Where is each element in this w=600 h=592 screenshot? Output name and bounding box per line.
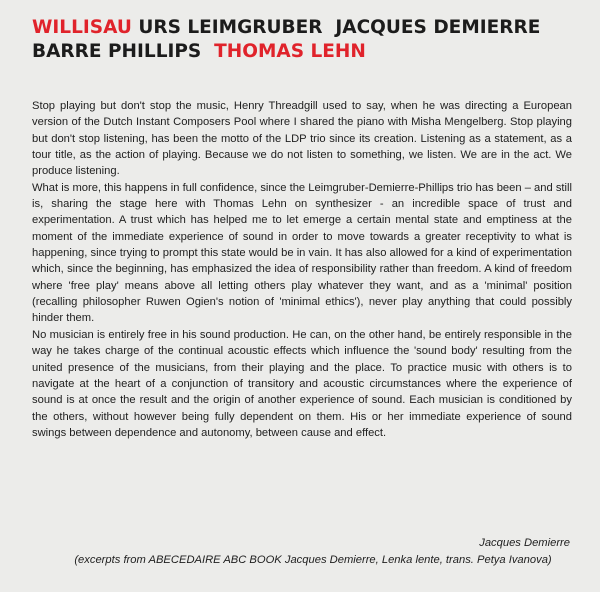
guest-musician-name: THOMAS LEHN — [214, 41, 366, 62]
musician-name: JACQUES DEMIERRE — [335, 17, 541, 38]
essay-body — [32, 98, 572, 441]
author-signature: Jacques Demierre — [479, 537, 570, 549]
musician-name: BARRE PHILLIPS — [32, 41, 202, 62]
essay-paragraph: No musician is entirely free in his sound production. He can, on the other hand, be entirely responsible in the way he takes charge of the continual acoustic effects which influence the 'sound body' resulting from the united presence of the musicians, from their playing and the place. To practice music with others is to navigate at the heart of a conjunction of transitory and acoustic circumstances where the experience of sound is at once the result and the origin of another experience of sound. Each musician is conditioned by the others, without however being fully dependent on them. His or her immediate experience of sound swings between dependence and autonomy, between cause and effect. — [32, 328, 572, 439]
essay-paragraph: Stop playing but don't stop the music, Henry Threadgill used to say, when he was directing a European version of the Dutch Instant Composers Pool where I shared the piano with Misha Mengelberg. Stop playing but don't stop listening, has been the motto of the LDP trio since its creation. Listening as a statement, as a tour title, as the action of playing. Because we do not listen to something, we listen. We are in the act. We produce listening. — [32, 100, 572, 178]
album-credits-header — [32, 16, 582, 64]
header-line-2 — [32, 40, 582, 64]
source-credit: (excerpts from ABECEDAIRE ABC BOOK Jacques Demierre, Lenka lente, trans. Petya Ivanova) — [74, 554, 552, 566]
venue-name: WILLISAU — [32, 17, 132, 38]
musician-name: URS LEIMGRUBER — [138, 17, 323, 38]
header-line-1 — [32, 16, 582, 40]
essay-paragraph: What is more, this happens in full confidence, since the Leimgruber-Demierre-Phillips trio has been – and still is, sharing the stage here with Thomas Lehn on synthesizer - an incredible space of trust and experimentation. A trust which has helped me to let emerge a certain mental state and emptiness at the moment of the immediate experience of sound in order to move towards a greater receptivity to what is happening, since trying to prompt this state would be in vain. It has also allowed for a kind of experimentation which, since the beginning, has emphasized the idea of responsibility rather than freedom. A kind of freedom where 'free play' means above all letting others play whatever they want, and as a 'minimal' position (recalling philosopher Ruwen Ogien's notion of 'minimal ethics'), never play anything that could possibly hinder them. — [32, 181, 572, 325]
